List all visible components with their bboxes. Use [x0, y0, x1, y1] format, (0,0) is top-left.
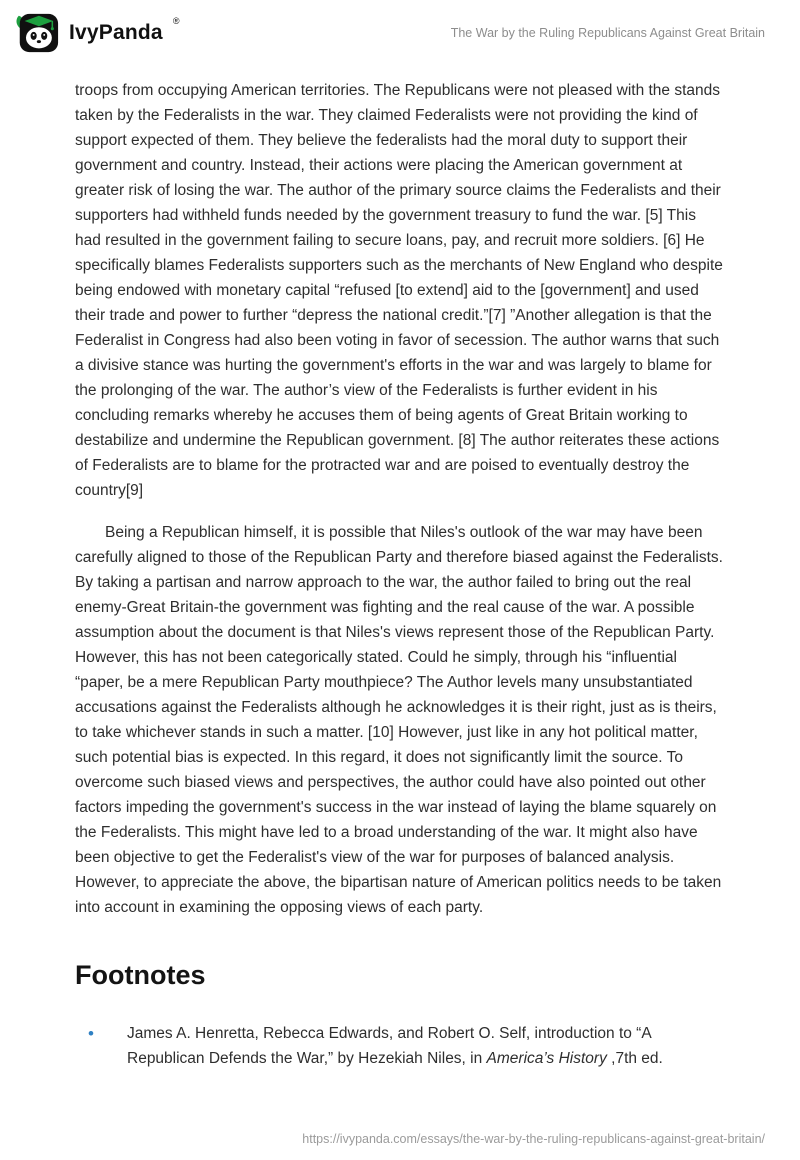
source-url[interactable]: https://ivypanda.com/essays/the-war-by-the-ruling-republicans-against-great-britain/	[302, 1132, 765, 1146]
footnotes-list	[75, 1021, 725, 1071]
logo-text: IvyPanda	[69, 21, 163, 44]
ivypanda-panda-icon	[14, 10, 60, 56]
essay-content	[0, 66, 800, 1071]
footnote-text: James A. Henretta, Rebecca Edwards, and Robert O. Self, introduction to “A Republican Defends the War,” by Hezekiah Niles, in	[127, 1025, 651, 1067]
header	[0, 0, 800, 66]
essay-paragraph: troops from occupying American territories. The Republicans were not pleased with the stands taken by the Federalists in the war. They claimed Federalists were not providing the kind of support expected of them. They believe the federalists had the moral duty to support their government and country. Instead, their actions were placing the American government at greater risk of losing the war. The author of the primary source claims the Federalists and their supporters had withheld funds needed by the government treasury to fund the war. [5] This had resulted in the government failing to secure loans, pay, and recruit more soldiers. [6] He specifically blames Federalists supporters such as the merchants of New England who despite being endowed with monetary capital “refused [to extend] aid to the [government] and used their trade and power to further “depress the national credit.”[7] ”Another allegation is that the Federalist in Congress had also been voting in favor of secession. The author warns that such a divisive stance was hurting the government's efforts in the war and was largely to blame for the prolonging of the war. The author’s view of the Federalists is further evident in his concluding remarks whereby he accuses them of being agents of Great Britain working to destabilize and undermine the Republican government. [8] The author reiterates these actions of Federalists are to blame for the protracted war and are poised to eventually destroy the country[9]	[75, 82, 723, 499]
footnote-item	[75, 1021, 725, 1071]
footnotes-heading: Footnotes	[75, 960, 206, 990]
footnote-book-title: America’s History	[486, 1050, 607, 1067]
footnote-text-after: ,7th ed.	[606, 1050, 663, 1067]
registered-trademark: ®	[172, 16, 180, 26]
page-title: The War by the Ruling Republicans Against Great Britain	[450, 26, 765, 40]
essay-paragraph: Being a Republican himself, it is possible that Niles's outlook of the war may have been carefully aligned to those of the Republican Party and therefore biased against the Federalists. By taking a partisan and narrow approach to the war, the author failed to bring out the real enemy-Great Britain-the government was fighting and the real cause of the war. A possible assumption about the document is that Niles's views represent those of the Republican Party. However, this has not been categorically stated. Could he simply, through his “influential “paper, be a mere Republican Party mouthpiece? The Author levels many unsubstantiated accusations against the Federalists although he acknowledges it is their right, just as is theirs, to take whichever stands in such a matter. [10] However, just like in any hot political matter, such potential bias is expected. In this regard, it does not significantly limit the source. To overcome such biased views and perspectives, the author could have also pointed out other factors impeding the government's success in the war instead of laying the blame squarely on the Federalists. This might have led to a broad understanding of the war. It might also have been objective to get the Federalist's view of the war for purposes of balanced analysis. However, to appreciate the above, the bipartisan nature of American politics needs to be taken into account in examining the opposing views of each party.	[75, 524, 723, 916]
ivypanda-logo[interactable]	[14, 10, 179, 56]
